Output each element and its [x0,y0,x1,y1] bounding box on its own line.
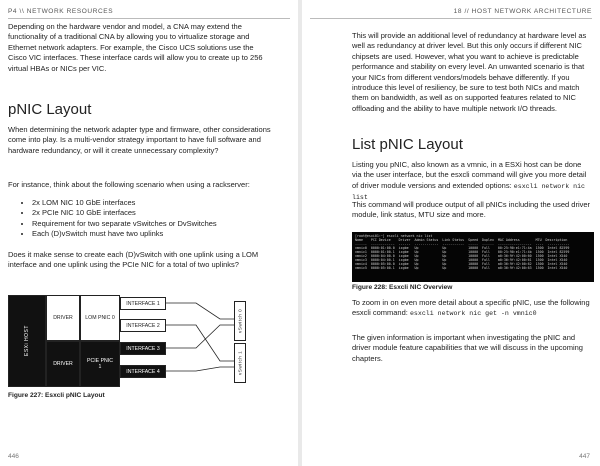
paragraph: This will provide an additional level of redundancy at hardware level as well as redundancy at driver level. But this only occurs if different NIC chipsets are used. However, what you want to achieve is predictable performance and stability on every level. An unwanted scenario is that your NICs from different vendors/models behave differently. If you introduce this level of resiliency, be sure to test both NICs and match them on bandwidth, as well as on supported features related to NIC offloading and the ability to have multiple network I/O threads. [352,31,587,113]
interface-box: INTERFACE 2 [120,319,166,332]
bullet-item: • Requirement for two separate vSwitches or DvSwitches [32,219,272,229]
terminal-screenshot [352,232,594,282]
bullet-list [22,198,272,240]
terminal-line: vmnic4 0000:05:00.0 ixgbe Up Up 10000 Full a0:36:9f:42:00:62 1500 Intel X540 [355,262,568,266]
paragraph-text: To zoom in on even more detail about a specific pNIC, use the following esxcli command: [352,298,590,318]
pnic-box: PCIE PNIC 1 [80,341,120,387]
page-number: 447 [579,453,590,460]
interface-box: INTERFACE 3 [120,342,166,355]
terminal-line: Name PCI Device Driver Admin Status Link Status Speed Duplex MAC Address MTU Description [355,238,568,242]
pnic-box: LOM PNIC 0 [80,295,120,341]
running-header: 18 // HOST NETWORK ARCHITECTURE [310,8,592,19]
inline-command: esxcli network nic list [352,182,586,202]
page-number: 446 [8,453,19,460]
bullet-item: • 2x PCIe NIC 10 GbE interfaces [32,208,272,218]
figure-caption: Figure 227: Esxcli pNIC Layout [8,392,105,399]
intro-paragraph: Depending on the hardware vendor and model, a CNA may extend the functionality of a traditional CNA by allowing you to virtualize storage and Ethernet network adapters. For example, the Cisco UCS solutions use the Cisco VIC interfaces. These interface cards will allow you to create up to 256 virtual HBAs or NICs per VIC. [8,22,263,73]
paragraph: When determining the network adapter type and firmware, other considerations come into play. Is a multi-vendor strategy important to have full software and hardware redundancy, or will it create unnecessary complexity? [8,125,271,155]
driver-box: DRIVER [46,341,80,387]
figure-caption: Figure 228: Esxcli NIC Overview [352,284,453,291]
terminal-line: vmnic0 0000:01:00.0 ixgbe Up Up 10000 Full 00:25:90:e1:71:4a 1500 Intel 82599 [355,246,570,250]
paragraph: The given information is important when investigating the pNIC and driver module feature capabilities that we will discuss in the upcoming chapters. [352,333,583,363]
running-header: P4 \\ NETWORK RESOURCES [8,8,290,19]
vswitch-box: vSwitch 1 [234,343,246,383]
terminal-line: ------ ------------ ------ ------------ ----------- ----- ------ ----------------- ---- ----------- [355,242,570,246]
inline-command: esxcli network nic get -n vmnic0 [409,310,537,318]
paragraph [352,160,592,204]
terminal-line: vmnic2 0000:04:00.0 ixgbe Up Up 10000 Full a0:36:9f:42:00:60 1500 Intel X540 [355,254,568,258]
esxi-host-box: ESXi HOST [8,295,46,387]
paragraph [352,298,592,320]
section-heading: List pNIC Layout [352,136,463,153]
interface-box: INTERFACE 1 [120,297,166,310]
paragraph: This command will produce output of all pNICs including the used driver module, link status, MTU size and more. [352,200,591,220]
terminal-line: vmnic3 0000:04:00.1 ixgbe Up Up 10000 Full a0:36:9f:42:00:61 1500 Intel X540 [355,258,568,262]
paragraph: For instance, think about the following scenario when using a rackserver: [8,180,250,189]
bullet-item: • Each (D)vSwitch must have two uplinks [32,229,272,239]
terminal-line: [root@esxi01:~] esxcli network nic list [355,234,433,238]
bullet-item: • 2x LOM NIC 10 GbE interfaces [32,198,272,208]
section-heading: pNIC Layout [8,101,92,118]
paragraph-text: Listing you pNIC, also known as a vmnic, in a ESXi host can be done via the user interface, but the esxcli command will give you more detail of driver module versions and extended options: [352,160,587,190]
terminal-line: vmnic5 0000:05:00.1 ixgbe Up Up 10000 Full a0:36:9f:42:00:63 1500 Intel X540 [355,266,568,270]
paragraph: Does it make sense to create each (D)vSwitch with one uplink using a LOM interface and one uplink using the PCIe NIC for a total of two uplinks? [8,250,259,270]
vswitch-box: vSwitch 0 [234,301,246,341]
interface-box: INTERFACE 4 [120,365,166,378]
driver-box: DRIVER [46,295,80,341]
pnic-layout-diagram [8,295,280,387]
left-page [0,0,298,466]
terminal-line: vmnic1 0000:01:00.1 ixgbe Up Up 10000 Full 00:25:90:e1:71:4b 1500 Intel 82599 [355,250,570,254]
